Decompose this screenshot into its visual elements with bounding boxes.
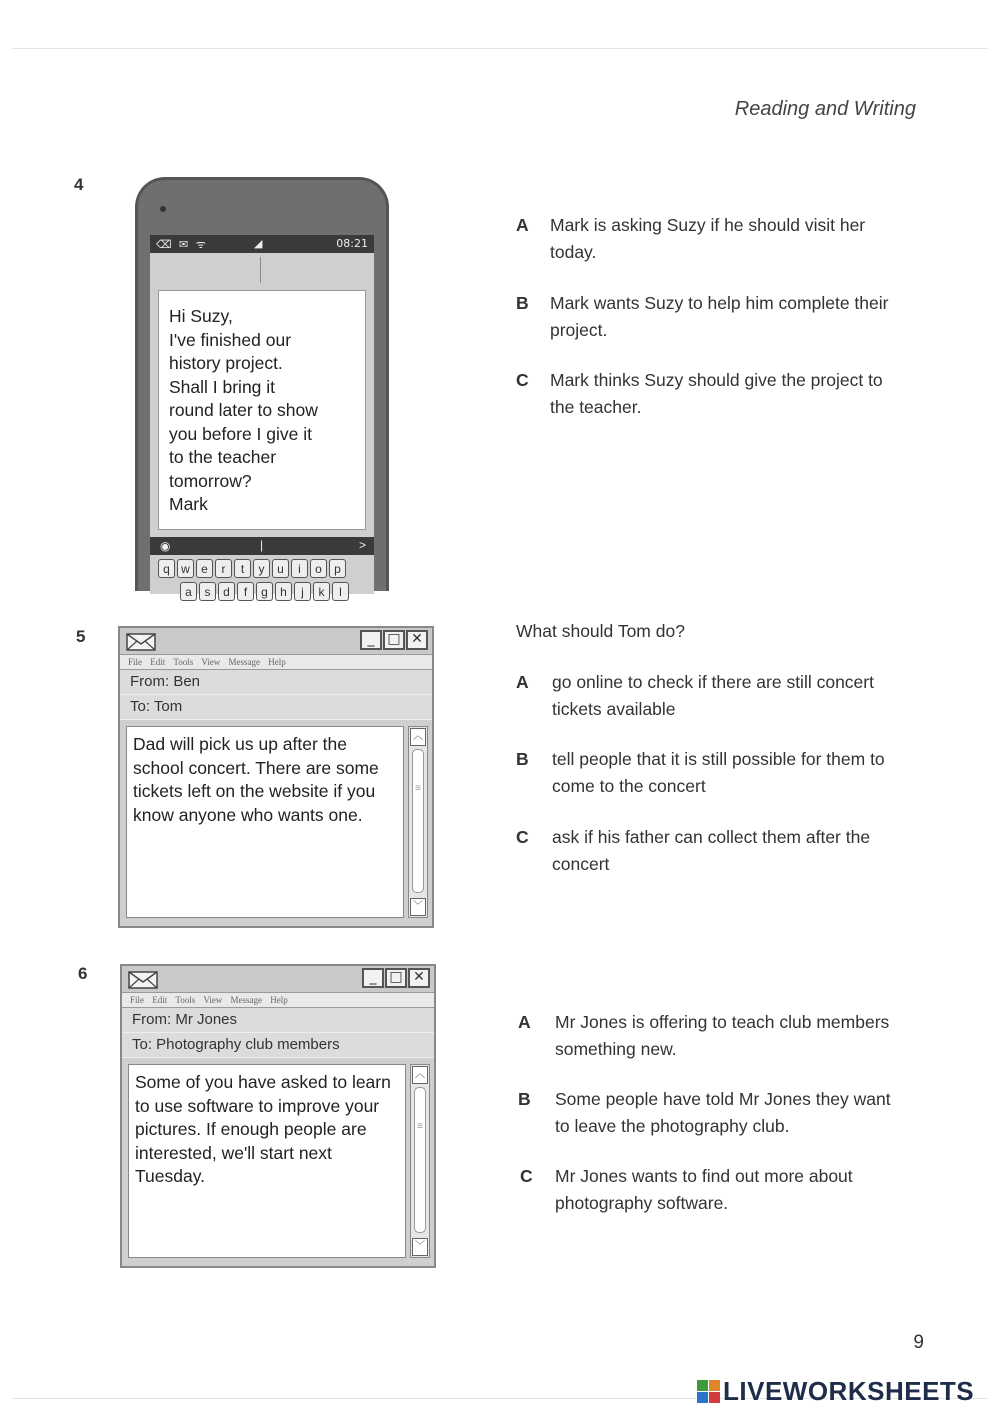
top-rule (12, 48, 988, 49)
menu-help[interactable]: Help (270, 995, 288, 1005)
window-title-bar (120, 628, 432, 654)
keyboard-row-1 (158, 559, 346, 578)
minimize-icon[interactable]: _ (362, 968, 384, 988)
envelope-icon (126, 633, 156, 651)
phone-screen (150, 235, 374, 599)
email-to: To: Tom (120, 695, 432, 720)
maximize-icon[interactable]: □ (383, 630, 405, 650)
liveworksheets-logo[interactable] (697, 1377, 974, 1405)
key-l: l (332, 582, 349, 601)
email-to: To: Photography club members (122, 1033, 434, 1058)
email-body: Some of you have asked to learn to use software to improve your pictures. If enough people are interested, we'll start next Tuesday. (128, 1064, 406, 1258)
key-w: w (177, 559, 194, 578)
option-letter: A (516, 672, 529, 692)
close-icon[interactable]: ✕ (406, 630, 428, 650)
option-text: Mr Jones wants to find out more about photography software. (555, 1166, 853, 1213)
option-text: Mark thinks Suzy should give the project to the teacher. (550, 370, 883, 417)
scroll-down-icon[interactable]: ﹀ (410, 898, 426, 916)
email-body-area (122, 1058, 434, 1266)
menu-file[interactable]: File (130, 995, 145, 1005)
option-text: Some people have told Mr Jones they want to leave the photography club. (555, 1089, 891, 1136)
menu-edit[interactable]: Edit (152, 995, 168, 1005)
option-text: Mr Jones is offering to teach club members something new. (555, 1012, 890, 1059)
key-i: i (291, 559, 308, 578)
sms-message: Hi Suzy, I've finished our history project. Shall I bring it round later to show you before I give it to the teacher tomorrow? Mark (158, 290, 366, 530)
menu-view[interactable]: View (203, 995, 223, 1005)
window-controls (360, 630, 428, 650)
email-window-q5 (118, 626, 434, 928)
key-u: u (272, 559, 289, 578)
q5-question: What should Tom do? (516, 621, 685, 641)
menu-bar (122, 992, 434, 1008)
key-r: r (215, 559, 232, 578)
scroll-grip-icon: ≡ (417, 1121, 423, 1132)
option-letter: B (516, 293, 529, 313)
key-h: h (275, 582, 292, 601)
key-k: k (313, 582, 330, 601)
email-body: Dad will pick us up after the school concert. There are some tickets left on the website if you know anyone who wants one. (126, 726, 404, 918)
question-number-4: 4 (74, 175, 84, 194)
keyboard-row-2 (180, 582, 349, 601)
option-letter: A (516, 215, 529, 235)
email-from: From: Mr Jones (122, 1008, 434, 1033)
key-q: q (158, 559, 175, 578)
phone-status-bar (150, 235, 374, 253)
key-j: j (294, 582, 311, 601)
maximize-icon[interactable]: □ (385, 968, 407, 988)
option-text: Mark wants Suzy to help him complete their project. (550, 293, 889, 340)
page-header-title: Reading and Writing (734, 98, 916, 120)
option-letter: C (516, 827, 529, 847)
menu-message[interactable]: Message (228, 657, 261, 667)
logo-mark-icon (697, 1380, 720, 1403)
phone-camera-icon (160, 206, 166, 212)
logo-tile (709, 1380, 720, 1391)
signal-icon: ◢ (254, 237, 263, 250)
logo-tile (697, 1380, 708, 1391)
menu-help[interactable]: Help (268, 657, 286, 667)
menu-tools[interactable]: Tools (175, 995, 196, 1005)
option-letter: C (520, 1166, 533, 1186)
email-from: From: Ben (120, 670, 432, 695)
question-number-6: 6 (78, 964, 88, 983)
logo-tile (697, 1392, 708, 1403)
text-cursor (260, 257, 261, 283)
email-body-area (120, 720, 432, 926)
camera-icon: ◉ (160, 539, 171, 553)
scrollbar[interactable] (408, 726, 428, 918)
window-title-bar (122, 966, 434, 992)
logo-text: LIVEWORKSHEETS (723, 1375, 975, 1406)
key-d: d (218, 582, 235, 601)
menu-file[interactable]: File (128, 657, 143, 667)
close-icon[interactable]: ✕ (408, 968, 430, 988)
scroll-up-icon[interactable]: ︿ (412, 1066, 428, 1084)
key-o: o (310, 559, 327, 578)
scroll-down-icon[interactable]: ﹀ (412, 1238, 428, 1256)
menu-view[interactable]: View (201, 657, 221, 667)
key-s: s (199, 582, 216, 601)
option-text: go online to check if there are still concert tickets available (552, 672, 874, 719)
key-e: e (196, 559, 213, 578)
key-y: y (253, 559, 270, 578)
phone-illustration (135, 177, 389, 599)
scroll-up-icon[interactable]: ︿ (410, 728, 426, 746)
scroll-track[interactable] (414, 1087, 426, 1233)
question-number-5: 5 (76, 627, 86, 646)
scroll-track[interactable] (412, 749, 424, 893)
scroll-grip-icon: ≡ (415, 783, 421, 794)
menu-edit[interactable]: Edit (150, 657, 166, 667)
window-controls (362, 968, 430, 988)
key-p: p (329, 559, 346, 578)
option-letter: A (518, 1012, 531, 1032)
key-f: f (237, 582, 254, 601)
email-window-q6 (120, 964, 436, 1268)
key-a: a (180, 582, 197, 601)
option-text: ask if his father can collect them after the concert (552, 827, 871, 874)
menu-bar (120, 654, 432, 670)
chevron-right-icon: > (358, 538, 366, 552)
envelope-icon (128, 971, 158, 989)
option-letter: C (516, 370, 529, 390)
key-t: t (234, 559, 251, 578)
option-text: Mark is asking Suzy if he should visit her today. (550, 215, 866, 262)
option-text: tell people that it is still possible for them to come to the concert (552, 749, 885, 796)
logo-tile (709, 1392, 720, 1403)
scrollbar[interactable] (410, 1064, 430, 1258)
cursor-icon: | (260, 538, 264, 552)
status-icons: ⌫ ✉ ᯤ (156, 238, 208, 251)
option-letter: B (516, 749, 529, 769)
status-time: 08:21 (336, 237, 368, 250)
minimize-icon[interactable]: _ (360, 630, 382, 650)
key-g: g (256, 582, 273, 601)
menu-tools[interactable]: Tools (173, 657, 194, 667)
page-number: 9 (913, 1332, 924, 1353)
menu-message[interactable]: Message (230, 995, 263, 1005)
keyboard-toolbar (150, 537, 374, 555)
option-letter: B (518, 1089, 531, 1109)
